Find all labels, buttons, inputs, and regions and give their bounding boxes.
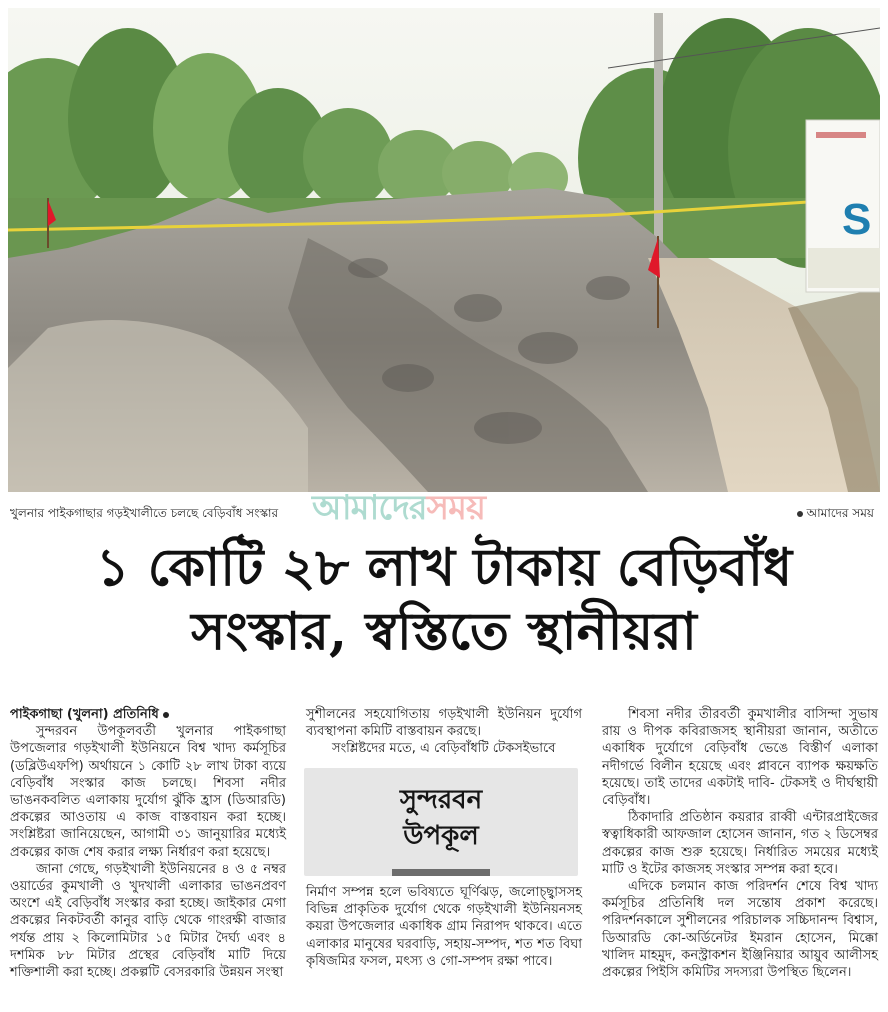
photo-caption-row bbox=[10, 502, 878, 524]
signboard bbox=[806, 120, 880, 292]
photo-credit bbox=[797, 505, 874, 525]
section-label-line-1: সুন্দরবন bbox=[399, 785, 483, 815]
embankment-scene bbox=[8, 8, 880, 492]
byline-text: পাইকগাছা (খুলনা) প্রতিনিধি bbox=[10, 707, 159, 722]
headline-line-1: ১ কোটি ২৮ লাখ টাকায় বেড়িবাঁধ bbox=[95, 537, 793, 598]
section-label-bar bbox=[392, 869, 490, 876]
article-paragraph: সুন্দরবন উপকূলবর্তী খুলনার পাইকগাছা উপজেলার গড়ইখালী ইউনিয়নে বিশ্ব খাদ্য কর্মসূচির (ডব্লিউএফপি) অর্থায়নে ১ কোটি ২৮ লাখ টাকা ব্যয়ে বেড়িবাঁধ সংস্কার কাজ চলছে। শিবসা নদীর ভাঙনকবলিত এলাকায় দুর্যোগ ঝুঁকি হ্রাস (ডিআরডি) প্রকল্পের আওতায় এ কাজ বাস্তবায়ন করা হচ্ছে। সংশ্লিষ্টরা জানিয়েছেন, আগামী ৩১ জানুয়ারির মধ্যেই প্রকল্পের কাজ শেষ করার লক্ষ্য নির্ধারণ করা হয়েছে। bbox=[10, 724, 286, 860]
news-photo bbox=[8, 8, 880, 492]
watermark-part-a: আমাদের bbox=[312, 488, 427, 528]
article-column-2-top bbox=[306, 706, 582, 758]
article-paragraph: নির্মাণ সম্পন্ন হলে ভবিষ্যতে ঘূর্ণিঝড়, জলোচ্ছ্বাসসহ বিভিন্ন প্রাকৃতিক দুর্যোগ থেকে গড়ইখালী ইউনিয়নসহ কয়রা উপজেলার একাধিক গ্রাম নিরাপদ থাকবে। এতে এলাকার মানুষের ঘরবাড়ি, সহায়-সম্পদ, শত শত বিঘা কৃষিজমির ফসল, মৎস্য ও গো-সম্পদ রক্ষা পাবে। bbox=[306, 885, 582, 969]
article-column-1 bbox=[10, 706, 286, 981]
headline-line-2: সংস্কার, স্বস্তিতে স্থানীয়রা bbox=[191, 601, 697, 662]
article-paragraph: সংশ্লিষ্টদের মতে, এ বেড়িবাঁধটি টেকসইভাবে bbox=[332, 741, 556, 757]
section-label-box bbox=[304, 768, 578, 876]
utility-pole bbox=[654, 13, 663, 243]
bullet-icon bbox=[797, 511, 803, 517]
watermark-part-b: সময় bbox=[426, 488, 485, 528]
article-column-3 bbox=[602, 706, 878, 981]
photo-credit-text: আমাদের সময় bbox=[806, 506, 874, 520]
bullet-icon bbox=[163, 712, 169, 718]
article-paragraph: এদিকে চলমান কাজ পরিদর্শন শেষে বিশ্ব খাদ্য কর্মসূচির প্রতিনিধি দল সন্তোষ প্রকাশ করেছে। পরিদর্শনকালে সুশীলনের পরিচালক সচ্চিদানন্দ বিশ্বাস, ডিআরডি কো-অর্ডিনেটর ইমরান হোসেন, মিক্কো খালিদ মাহমুদ, কনস্ট্রাকশন ইঞ্জিনিয়ার আয়ুব আলীসহ প্রকল্পের পিইসি কমিটির সদস্যরা উপস্থিত ছিলেন। bbox=[602, 879, 878, 981]
byline bbox=[10, 706, 286, 723]
photo-caption: খুলনার পাইকগাছার গড়ইখালীতে চলছে বেড়িবাঁধ সংস্কার bbox=[10, 506, 279, 520]
article-paragraph: শিবসা নদীর তীরবর্তী কুমখালীর বাসিন্দা সুভাষ রায় ও দীপক কবিরাজসহ স্থানীয়রা জানান, অতীতে একাধিক দুর্যোগে বেড়িবাঁধ ভেঙে বিস্তীর্ণ এলাকা নদীগর্ভে বিলীন হয়েছে এবং প্লাবনে ব্যাপক ক্ষয়ক্ষতি হয়েছে। তাই তাদের একটাই দাবি- টেকসই ও দীর্ঘস্থায়ী বেড়িবাঁধ। bbox=[602, 707, 878, 809]
article-column-2-bottom bbox=[306, 884, 582, 970]
article-paragraph: জানা গেছে, গড়ইখালী ইউনিয়নের ৪ ও ৫ নম্বর ওয়ার্ডের কুমখালী ও খুদখালী এলাকার ভাঙনপ্রবণ অংশে এই বেড়িবাঁধ সংস্কার করা হচ্ছে। জাইকার মেগা প্রকল্পের নিকটবর্তী কানুর বাড়ি থেকে গাংরক্ষী বাজার পর্যন্ত প্রায় ২ কিলোমিটার ১৫ মিটার দৈর্ঘ্য এবং ৪ দশমিক ৮৮ মিটার প্রস্থের বেড়িবাঁধ মাটি দিয়ে শক্তিশালী করা হচ্ছে। প্রকল্পটি বেসরকারি উন্নয়ন সংস্থা bbox=[10, 861, 286, 981]
article-paragraph: ঠিকাদারি প্রতিষ্ঠান কয়রার রাব্বী এন্টারপ্রাইজের স্বত্বাধিকারী আফজাল হোসেন জানান, গত ২ ডিসেম্বর প্রকল্পের কাজ শুরু হয়েছে। নির্ধারিত সময়ের মধ্যেই মাটি ও ইটের কাজসহ সংস্কার সম্পন্ন করা হবে। bbox=[602, 810, 878, 877]
headline bbox=[0, 536, 888, 664]
article-paragraph: সুশীলনের সহযোগিতায় গড়ইখালী ইউনিয়ন দুর্যোগ ব্যবস্থাপনা কমিটি বাস্তবায়ন করছে। bbox=[306, 707, 582, 740]
section-label-line-2: উপকূল bbox=[403, 821, 479, 851]
svg-text:S: S bbox=[842, 195, 872, 244]
